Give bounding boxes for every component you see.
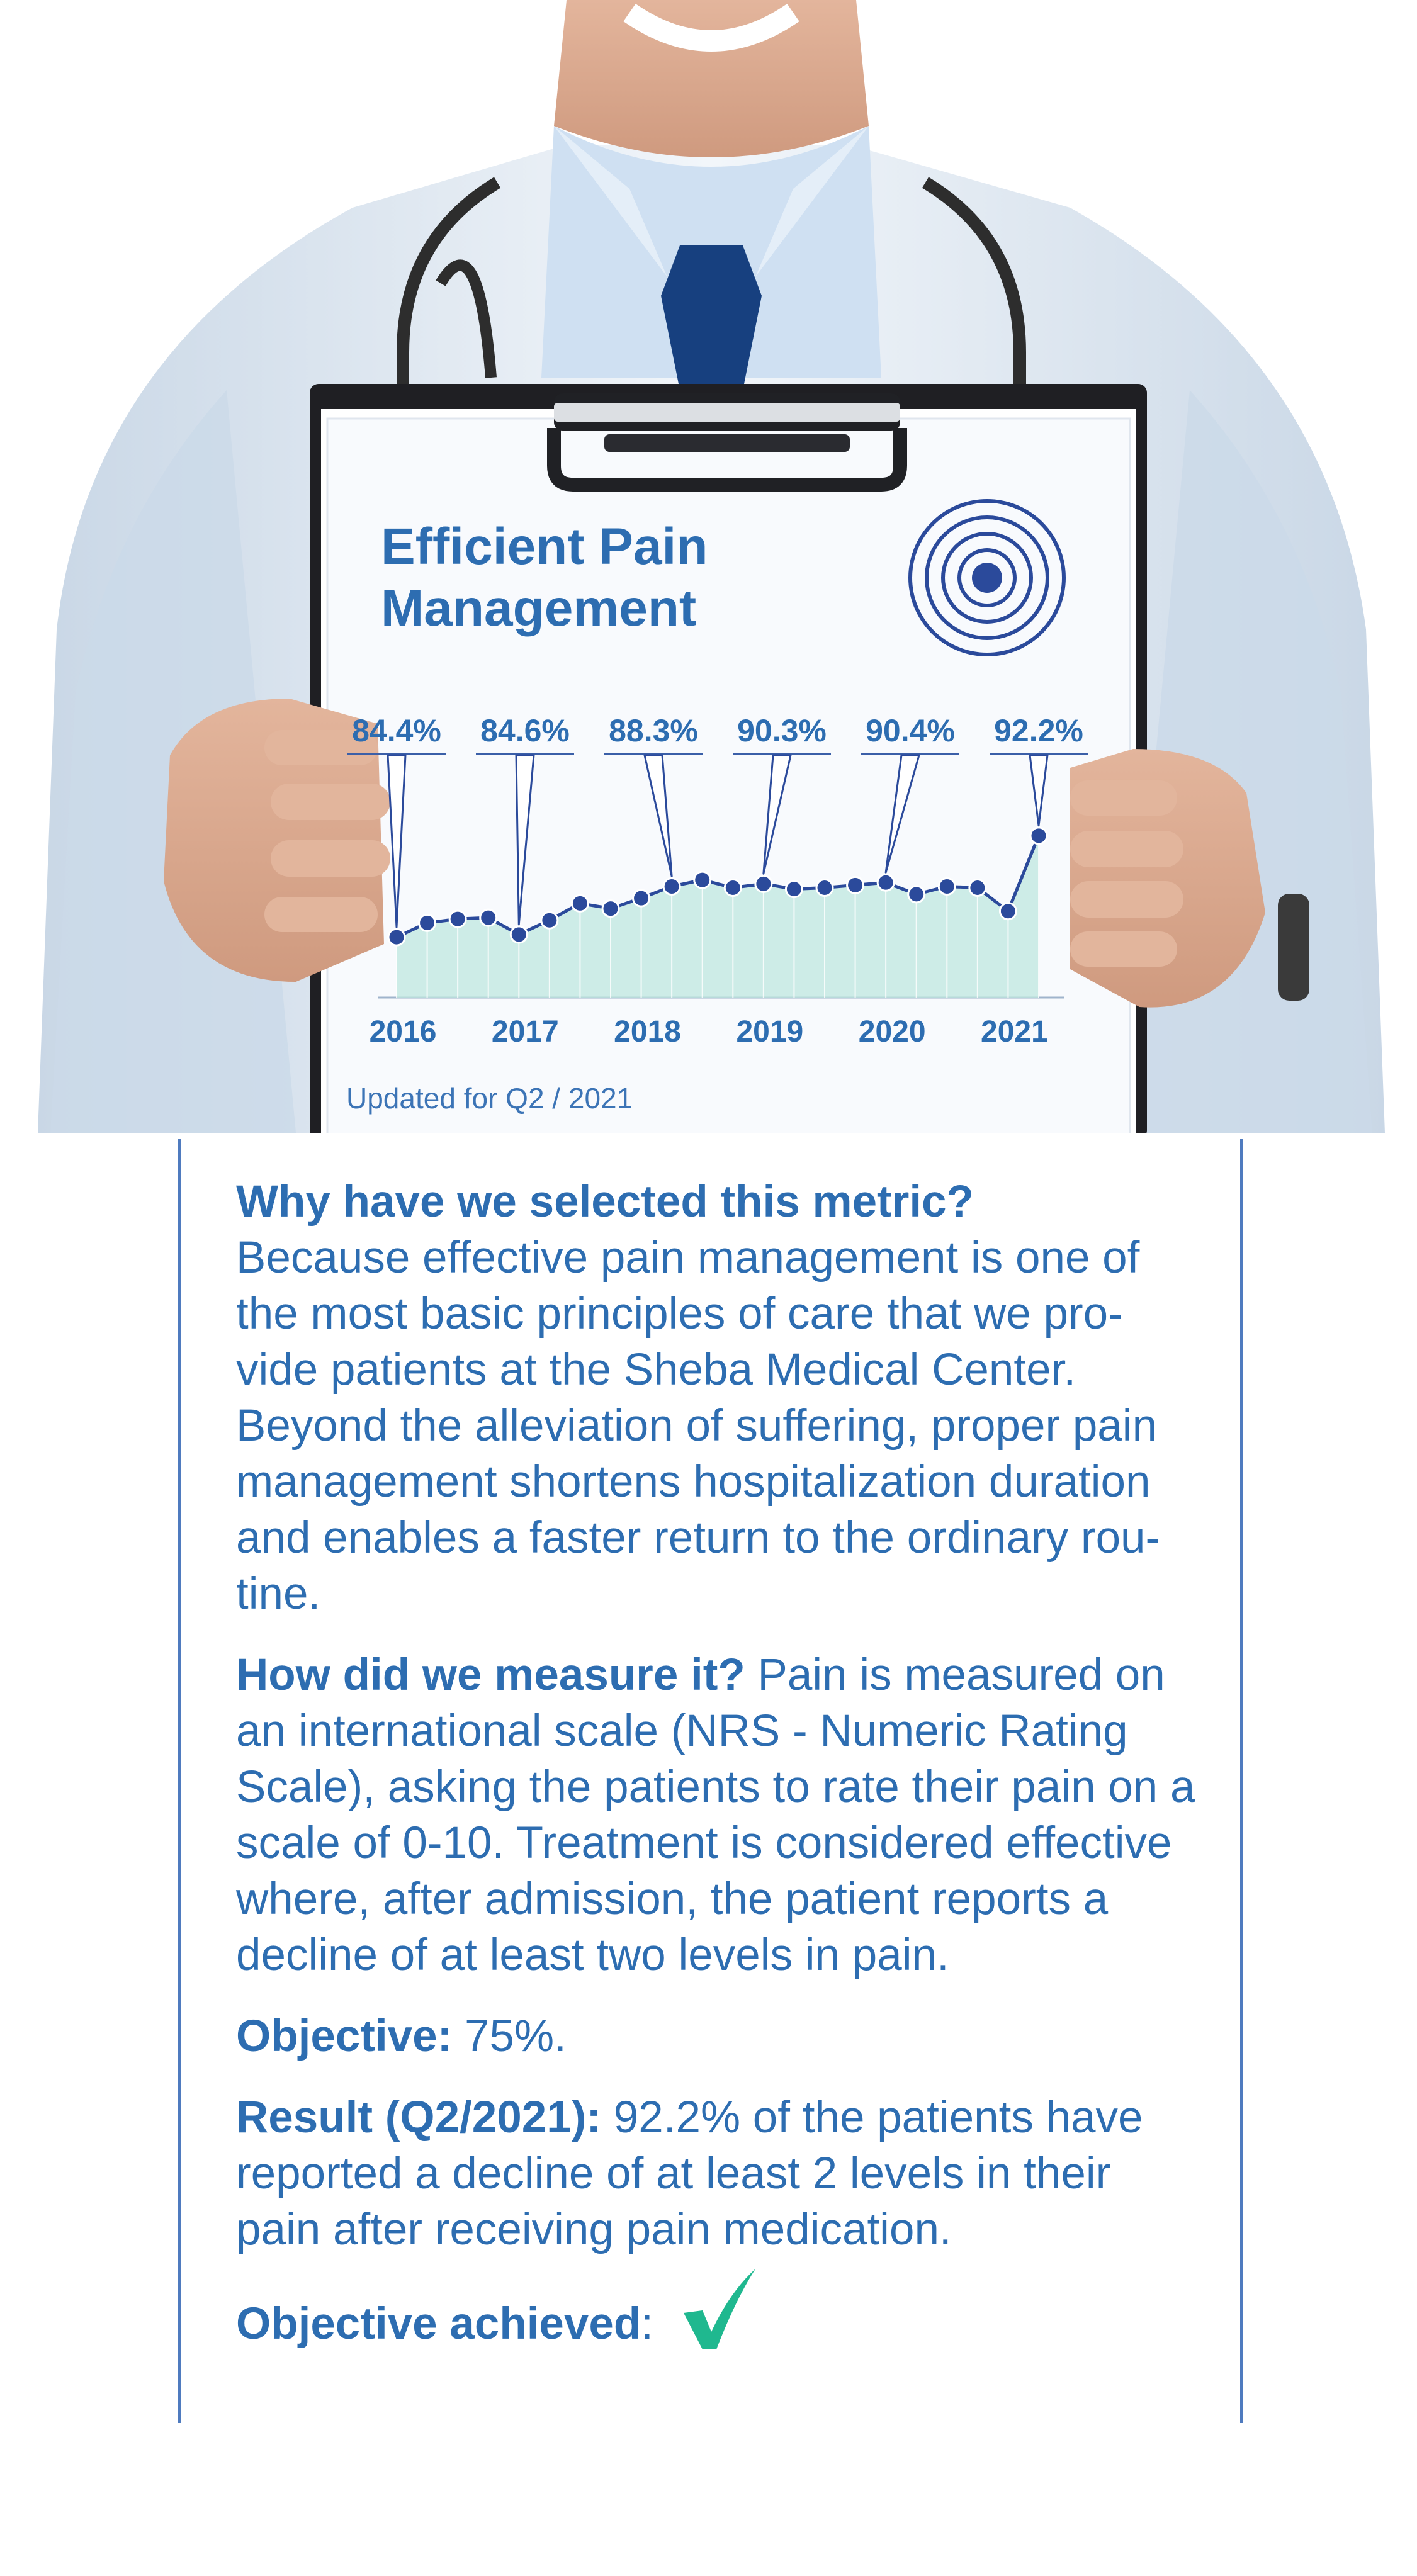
chart-point: [633, 890, 650, 906]
result-block: [236, 2089, 1199, 2258]
updated-note: Updated for Q2 / 2021: [346, 1082, 633, 1115]
chart-point: [725, 880, 741, 896]
how-block: [236, 1647, 1199, 1983]
doctor-photo: [0, 0, 1417, 1133]
chart-point: [419, 914, 436, 931]
objective-block: [236, 2008, 1199, 2064]
metric-info-panel: [178, 1139, 1243, 2423]
chart-point: [1000, 903, 1016, 920]
chart-x-tick-label: 2020: [858, 1015, 926, 1049]
chart-point: [969, 880, 986, 896]
how-body: Pain is measured on an international scale (NRS - Numeric Rating Scale), asking the patients to rate their pain on a scale of 0-10. Treatment is considered effective where, after admission, the patient reports a decline of at least two levels in pain.: [236, 1650, 1195, 1980]
chart-callout-pointer: [516, 755, 534, 925]
achieved-label: Objective achieved: [236, 2298, 641, 2349]
chart-callout-label: 84.4%: [352, 713, 441, 748]
face: [554, 0, 869, 157]
result-label: Result (Q2/2021):: [236, 2093, 602, 2142]
chart-point: [908, 886, 925, 903]
chart-point: [878, 874, 894, 891]
chart-x-tick-label: 2016: [369, 1015, 437, 1049]
chart-x-tick-label: 2019: [736, 1015, 804, 1049]
chart-point: [572, 895, 588, 911]
chart-x-tick-label: 2017: [491, 1015, 559, 1049]
achieved-colon: :: [641, 2298, 653, 2349]
tie: [661, 245, 762, 390]
chart-x-tick-label: 2021: [981, 1015, 1048, 1049]
chart-callout-label: 90.3%: [737, 713, 827, 748]
chart-callout-pointer: [764, 755, 791, 874]
chart-point: [449, 911, 466, 927]
chart-point: [1030, 828, 1047, 844]
why-block: [236, 1174, 1199, 1622]
chart-callout-label: 92.2%: [994, 713, 1083, 748]
chart-point: [663, 878, 680, 894]
chart-callout-label: 84.6%: [480, 713, 570, 748]
pain-management-chart: [327, 699, 1108, 1064]
chart-callout-label: 88.3%: [609, 713, 698, 748]
chart-callout-label: 90.4%: [866, 713, 955, 748]
chart-point: [388, 929, 405, 945]
chart-point: [511, 926, 527, 943]
chart-point: [694, 872, 711, 888]
result-body: 92.2% of the patients have reported a decline of at least 2 levels in their pain after receiving pain medication.: [236, 2093, 1143, 2254]
chart-x-tick-label: 2018: [614, 1015, 681, 1049]
chart-callout-pointer: [388, 755, 405, 927]
chart-point: [939, 878, 955, 894]
watch: [1278, 894, 1309, 1001]
checkmark-icon: [675, 2264, 763, 2352]
chart-callout-pointer: [1030, 755, 1047, 826]
objective-label: Objective:: [236, 2011, 453, 2061]
chart-point: [602, 901, 619, 917]
chart-callout-pointer: [886, 755, 919, 872]
objective-value: 75%.: [452, 2011, 567, 2061]
how-heading: How did we measure it?: [236, 1650, 745, 1700]
chart-point: [816, 880, 833, 896]
chart-callout-pointer: [645, 755, 672, 876]
chart-point: [786, 881, 802, 897]
panel-body: [236, 1174, 1199, 2396]
achieved-block: [236, 2283, 1199, 2371]
chart-point: [541, 912, 558, 928]
chart-point: [480, 909, 497, 926]
card-title: Efficient Pain Management: [381, 518, 708, 637]
why-body: Because effective pain management is one of the most basic principles of care that we pro-vide patients at the Sheba Medical Center. Beyond the alleviation of suffering, proper pain management shortens hospitalization duration and enables a faster return to the ordinary rou-tine.: [236, 1233, 1161, 1619]
chart-point: [755, 875, 772, 892]
chart-point: [847, 877, 864, 893]
why-heading: Why have we selected this metric?: [236, 1177, 974, 1227]
